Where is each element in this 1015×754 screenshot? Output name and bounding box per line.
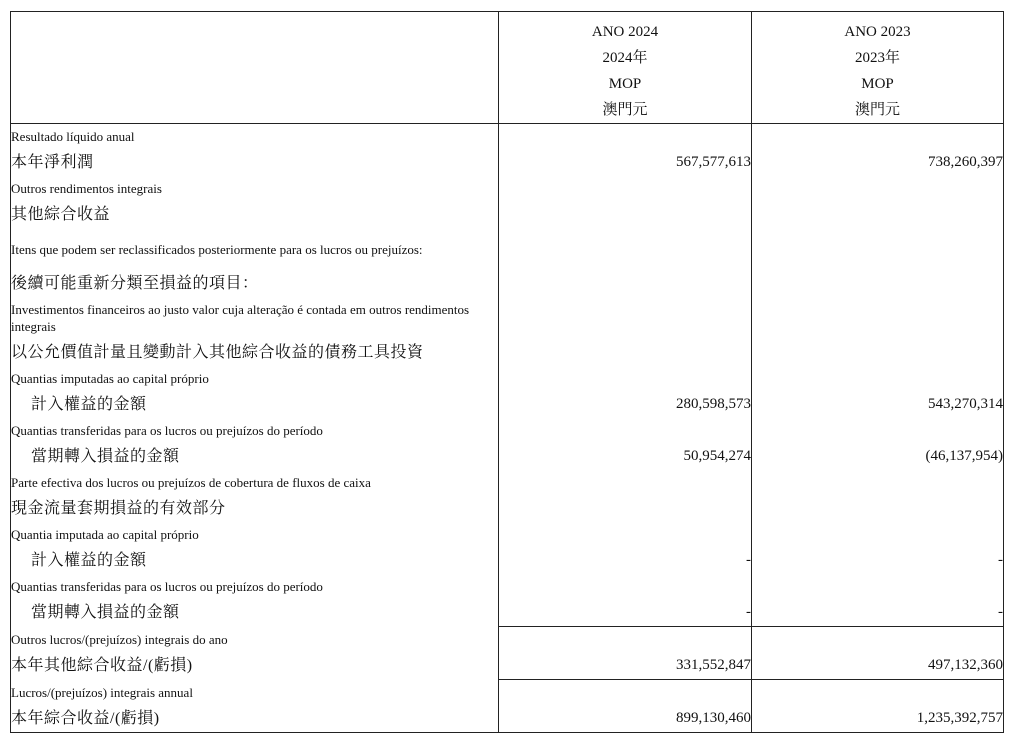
row-label: Quantias transferidas para os lucros ou prejuízos do período bbox=[11, 574, 499, 599]
header-2024 bbox=[499, 12, 752, 124]
value-2023: 543,270,314 bbox=[752, 391, 1004, 418]
value-2024: 899,130,460 bbox=[499, 705, 752, 733]
table-row bbox=[11, 574, 1004, 599]
value-2024: - bbox=[499, 547, 752, 574]
statement-table bbox=[10, 11, 1004, 733]
table-row bbox=[11, 418, 1004, 443]
row-label: Investimentos financeiros ao justo valor cuja alteração é contada em outros rendimentos integrais bbox=[11, 297, 499, 339]
row-label: Outros rendimentos integrais bbox=[11, 176, 499, 201]
table-row bbox=[11, 470, 1004, 495]
value-2023: 497,132,360 bbox=[752, 652, 1004, 680]
value-2024: 280,598,573 bbox=[499, 391, 752, 418]
table-row bbox=[11, 270, 1004, 297]
table-row bbox=[11, 201, 1004, 228]
row-label: Itens que podem ser reclassificados posteriormente para os lucros ou prejuízos: bbox=[11, 228, 499, 270]
table-row bbox=[11, 495, 1004, 522]
table-row bbox=[11, 443, 1004, 470]
value-2024: 567,577,613 bbox=[499, 149, 752, 176]
value-2023: 738,260,397 bbox=[752, 149, 1004, 176]
currency-pt-2024: MOP bbox=[608, 76, 642, 92]
header-2023 bbox=[752, 12, 1004, 124]
value-2023: - bbox=[752, 599, 1004, 627]
row-label: 其他綜合收益 bbox=[11, 201, 499, 228]
table-row bbox=[11, 652, 1004, 680]
row-label: 本年淨利潤 bbox=[11, 149, 499, 176]
row-label: Parte efectiva dos lucros ou prejuízos de cobertura de fluxos de caixa bbox=[11, 470, 499, 495]
table-row bbox=[11, 705, 1004, 733]
value-2024: - bbox=[499, 599, 752, 627]
table-row bbox=[11, 627, 1004, 653]
currency-zh-2023: 澳門元 bbox=[854, 102, 900, 118]
table-row bbox=[11, 339, 1004, 366]
table-row bbox=[11, 149, 1004, 176]
table-row bbox=[11, 297, 1004, 339]
row-label: Resultado líquido anual bbox=[11, 124, 499, 150]
value-2023: 1,235,392,757 bbox=[752, 705, 1004, 733]
table-row bbox=[11, 391, 1004, 418]
header-row bbox=[11, 12, 1004, 124]
year-zh-2023: 2023年 bbox=[854, 50, 900, 66]
row-label: 後續可能重新分類至損益的項目： bbox=[11, 270, 499, 297]
row-label: 本年其他綜合收益/(虧損) bbox=[11, 652, 499, 680]
table-row bbox=[11, 124, 1004, 150]
row-label: Outros lucros/(prejuízos) integrais do ano bbox=[11, 627, 499, 653]
table-row bbox=[11, 176, 1004, 201]
value-2023: - bbox=[752, 547, 1004, 574]
year-pt-2024: ANO 2024 bbox=[591, 24, 659, 40]
row-label: 計入權益的金額 bbox=[11, 547, 499, 574]
table-row bbox=[11, 547, 1004, 574]
year-pt-2023: ANO 2023 bbox=[844, 24, 911, 40]
currency-zh-2024: 澳門元 bbox=[602, 102, 648, 118]
row-label: Quantias imputadas ao capital próprio bbox=[11, 366, 499, 391]
year-zh-2024: 2024年 bbox=[602, 50, 648, 66]
table-row bbox=[11, 680, 1004, 706]
value-2024: 331,552,847 bbox=[499, 652, 752, 680]
row-label: 當期轉入損益的金額 bbox=[11, 443, 499, 470]
table-row bbox=[11, 599, 1004, 627]
table-row bbox=[11, 228, 1004, 270]
value-2023: (46,137,954) bbox=[752, 443, 1004, 470]
row-label: Quantia imputada ao capital próprio bbox=[11, 522, 499, 547]
row-label: Lucros/(prejuízos) integrais annual bbox=[11, 680, 499, 706]
row-label: 當期轉入損益的金額 bbox=[11, 599, 499, 627]
currency-pt-2023: MOP bbox=[861, 76, 894, 92]
row-label: 計入權益的金額 bbox=[11, 391, 499, 418]
row-label: 以公允價值計量且變動計入其他綜合收益的債務工具投資 bbox=[11, 339, 499, 366]
table-row bbox=[11, 522, 1004, 547]
row-label: 本年綜合收益/(虧損) bbox=[11, 705, 499, 733]
value-2024: 50,954,274 bbox=[499, 443, 752, 470]
row-label: 現金流量套期損益的有效部分 bbox=[11, 495, 499, 522]
table-row bbox=[11, 366, 1004, 391]
row-label: Quantias transferidas para os lucros ou prejuízos do período bbox=[11, 418, 499, 443]
header-label-cell bbox=[11, 12, 499, 124]
